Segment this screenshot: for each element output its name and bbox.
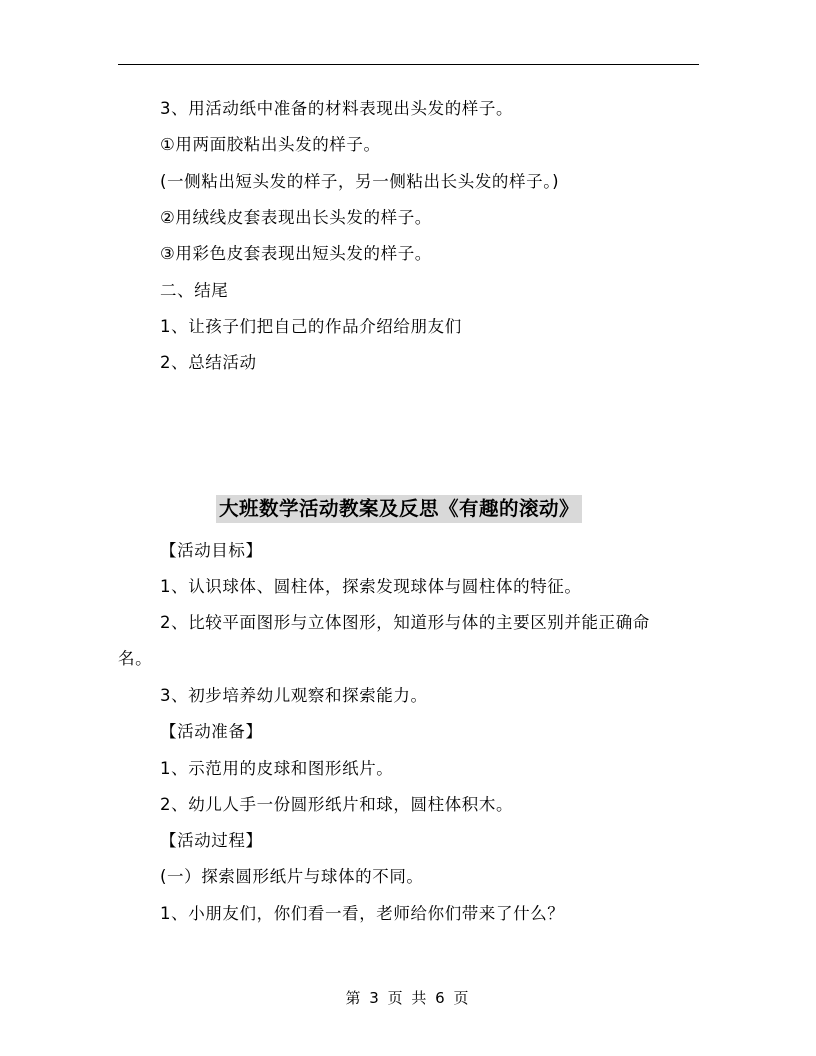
process-heading: 【活动过程】 [160, 831, 263, 850]
goal-1: 1、认识球体、圆柱体，探索发现球体与圆柱体的特征。 [160, 577, 582, 596]
text-line-glue-note: (一侧粘出短头发的样子，另一侧粘出长头发的样子。) [160, 172, 560, 191]
prep-heading: 【活动准备】 [160, 722, 263, 741]
text-line-color-band-step: ③用彩色皮套表现出短头发的样子。 [160, 244, 432, 263]
goal-2-part2: 名。 [118, 649, 153, 668]
goal-3: 3、初步培养幼儿观察和探索能力。 [160, 686, 428, 705]
prep-1: 1、示范用的皮球和图形纸片。 [160, 759, 394, 778]
text-line-ending-1: 1、让孩子们把自己的作品介绍给朋友们 [160, 317, 462, 336]
lesson-title: 大班数学活动教案及反思《有趣的滚动》 [216, 495, 582, 523]
goal-2-part1: 2、比较平面图形与立体图形，知道形与体的主要区别并能正确命 [160, 613, 650, 632]
text-line-yarn-step: ②用绒线皮套表现出长头发的样子。 [160, 208, 432, 227]
process-section-1: (一）探索圆形纸片与球体的不同。 [160, 867, 424, 886]
text-line-glue-step: ①用两面胶粘出头发的样子。 [160, 135, 381, 154]
prep-2: 2、幼儿人手一份圆形纸片和球，圆柱体积木。 [160, 795, 514, 814]
text-line-ending-2: 2、总结活动 [160, 353, 257, 372]
process-step-1: 1、小朋友们，你们看一看，老师给你们带来了什么？ [160, 904, 565, 923]
page-number-footer: 第 3 页 共 6 页 [345, 989, 471, 1007]
section-heading-ending: 二、结尾 [160, 281, 229, 300]
header-rule [118, 64, 699, 65]
goals-heading: 【活动目标】 [160, 541, 263, 560]
text-line-material-step: 3、用活动纸中准备的材料表现出头发的样子。 [160, 99, 514, 118]
